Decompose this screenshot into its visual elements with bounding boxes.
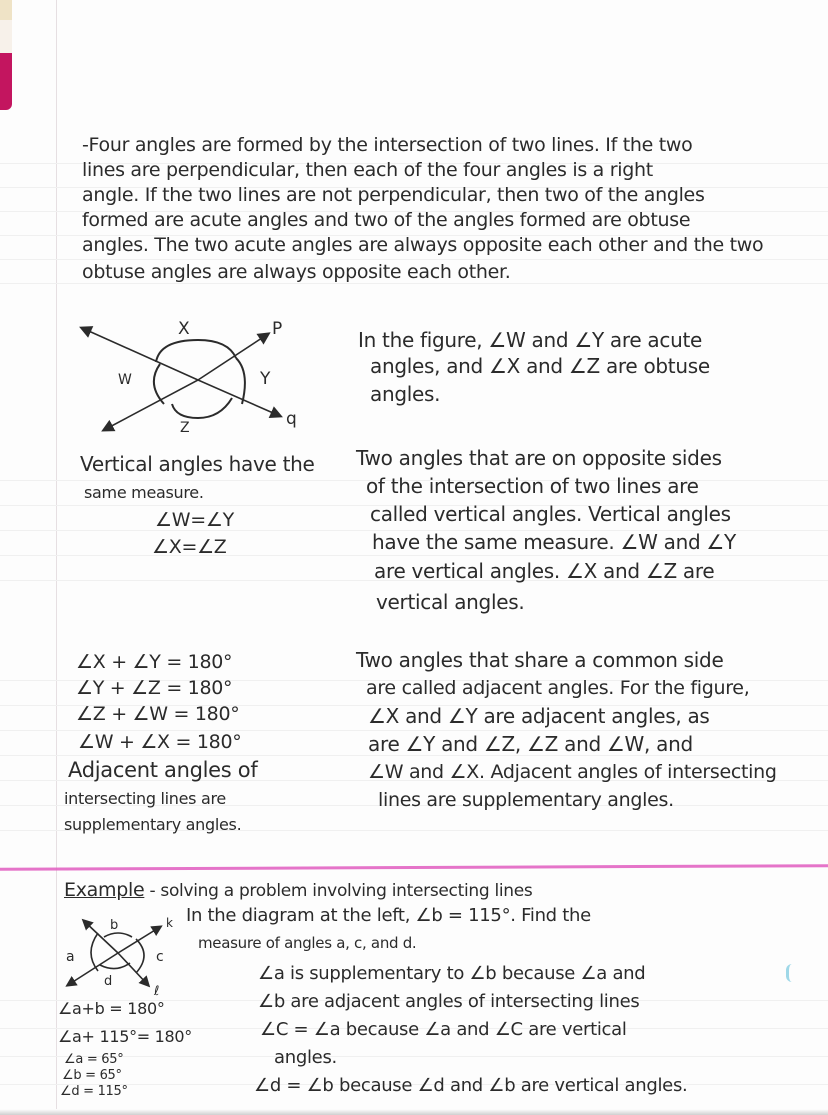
caption-line: angles. xyxy=(370,382,441,406)
vertical-note-line: same measure. xyxy=(84,483,204,502)
work-line: ∠a+ 115°= 180° xyxy=(58,1027,193,1046)
label-q: q xyxy=(286,409,297,429)
vertical-definition-line: Two angles that are on opposite sides xyxy=(356,446,722,470)
label-a: a xyxy=(66,949,75,965)
solution-line: ∠d = ∠b because ∠d and ∠b are vertical angles. xyxy=(254,1075,688,1096)
adjacent-definition-line: ∠W and ∠X. Adjacent angles of intersecting xyxy=(368,761,777,783)
vertical-definition-line: of the intersection of two lines are xyxy=(366,474,699,498)
intro-line: -Four angles are formed by the intersection of two lines. If the two xyxy=(82,134,693,156)
adjacent-definition-line: Two angles that share a common side xyxy=(356,648,724,672)
intersecting-lines-figure xyxy=(80,312,320,437)
work-line: ∠b = 65° xyxy=(62,1068,122,1083)
adjacent-definition-line: are ∠Y and ∠Z, ∠Z and ∠W, and xyxy=(368,732,693,756)
label-d: d xyxy=(104,974,113,989)
intro-line: angles. The two acute angles are always opposite each other and the two xyxy=(82,234,764,256)
example-prompt-line: measure of angles a, c, and d. xyxy=(198,934,417,952)
work-line: ∠a+b = 180° xyxy=(58,999,165,1018)
intro-line: formed are acute angles and two of the angles formed are obtuse xyxy=(82,209,691,231)
example-diagram xyxy=(60,915,180,999)
vertical-definition-line: have the same measure. ∠W and ∠Y xyxy=(372,530,736,554)
example-heading: Example xyxy=(64,879,145,901)
vertical-definition-line: vertical angles. xyxy=(376,590,525,614)
adjacent-note-line: Adjacent angles of xyxy=(68,758,258,782)
page-bottom-edge xyxy=(0,1109,828,1115)
margin-line xyxy=(56,0,57,1115)
label-c: c xyxy=(156,949,164,965)
example-header xyxy=(64,878,533,903)
vertical-note-line: Vertical angles have the xyxy=(80,452,315,476)
label-x: X xyxy=(178,319,190,339)
blue-ink-mark xyxy=(786,964,794,982)
adjacent-equation: ∠Z + ∠W = 180° xyxy=(76,703,240,725)
intro-line: lines are perpendicular, then each of the four angles is a right xyxy=(82,159,653,181)
label-l: ℓ xyxy=(154,984,160,999)
label-b: b xyxy=(110,918,119,933)
label-z: Z xyxy=(180,420,190,436)
label-y: Y xyxy=(260,369,271,389)
adjacent-note-line: intersecting lines are xyxy=(64,789,226,808)
vertical-definition-line: called vertical angles. Vertical angles xyxy=(370,502,731,526)
page-corner-decoration xyxy=(0,0,12,110)
solution-line: ∠C = ∠a because ∠a and ∠C are vertical xyxy=(260,1019,627,1040)
vertical-definition-line: are vertical angles. ∠X and ∠Z are xyxy=(374,559,715,583)
solution-line: angles. xyxy=(274,1047,337,1068)
ruled-line xyxy=(0,1056,828,1057)
adjacent-definition-line: are called adjacent angles. For the figure, xyxy=(366,677,750,699)
caption-line: In the figure, ∠W and ∠Y are acute xyxy=(358,328,703,352)
adjacent-equation: ∠X + ∠Y = 180° xyxy=(76,651,233,673)
highlighter-divider xyxy=(0,864,828,871)
adjacent-definition-line: lines are supplementary angles. xyxy=(378,789,674,811)
work-line: ∠d = 115° xyxy=(60,1084,128,1099)
example-prompt-line: In the diagram at the left, ∠b = 115°. Find the xyxy=(186,905,591,926)
adjacent-definition-line: ∠X and ∠Y are adjacent angles, as xyxy=(368,704,710,728)
solution-line: ∠b are adjacent angles of intersecting lines xyxy=(258,991,640,1012)
label-w: W xyxy=(118,372,132,388)
intro-line: obtuse angles are always opposite each other. xyxy=(82,261,511,283)
adjacent-equation: ∠W + ∠X = 180° xyxy=(78,731,242,753)
adjacent-note-line: supplementary angles. xyxy=(64,815,242,834)
work-line: ∠a = 65° xyxy=(64,1052,124,1067)
intro-line: angle. If the two lines are not perpendicular, then two of the angles xyxy=(82,184,705,206)
vertical-equation: ∠X=∠Z xyxy=(152,536,227,558)
adjacent-equation: ∠Y + ∠Z = 180° xyxy=(76,677,233,699)
example-subtitle: - solving a problem involving intersecting lines xyxy=(144,881,533,901)
label-p: P xyxy=(272,319,283,339)
caption-line: angles, and ∠X and ∠Z are obtuse xyxy=(370,354,710,378)
ruled-line xyxy=(0,555,828,556)
vertical-equation: ∠W=∠Y xyxy=(155,509,234,531)
solution-line: ∠a is supplementary to ∠b because ∠a and xyxy=(258,963,646,984)
label-k: k xyxy=(166,916,173,930)
